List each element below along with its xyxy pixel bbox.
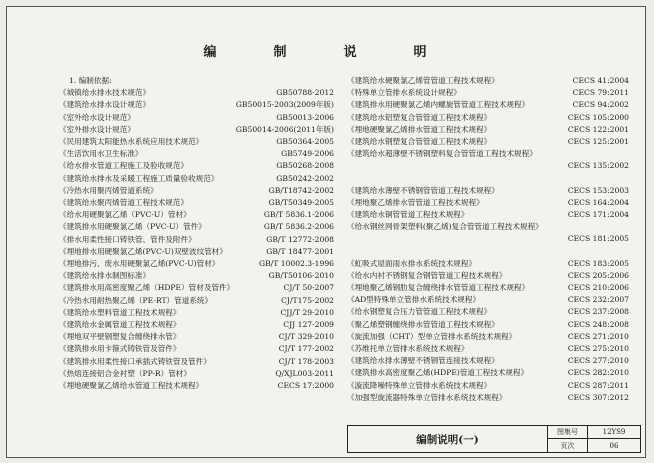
standard-name: 《建筑排水高密度聚乙烯(HDPE)管道工程技术规程》 bbox=[347, 368, 529, 378]
standard-code: CECS 282:2010 bbox=[567, 368, 629, 378]
drawing-sheet bbox=[6, 6, 646, 458]
standard-code: GB50242-2002 bbox=[276, 173, 334, 183]
standard-name: 《冷热水用耐热聚乙烯（PE-RT）管道系统》 bbox=[59, 295, 213, 305]
standard-row bbox=[347, 160, 629, 172]
standard-name: 《热熔连接铝合金衬塑（PP-R）管材》 bbox=[59, 368, 191, 378]
standard-row bbox=[59, 234, 334, 246]
standard-row bbox=[59, 185, 334, 197]
page-number-value: 06 bbox=[609, 441, 619, 450]
standard-name: 《建筑排水用硬聚氯乙烯内螺旋管管道工程技术规程》 bbox=[347, 100, 530, 110]
standard-name: 《生活饮用水卫生标准》 bbox=[59, 149, 143, 159]
page-number-label: 页次 bbox=[548, 439, 588, 452]
standard-name: 《建筑给水超薄壁不锈钢塑料复合管管道工程技术规程》 bbox=[347, 149, 537, 159]
standard-row bbox=[347, 392, 629, 404]
standard-row bbox=[347, 136, 629, 148]
standard-row bbox=[347, 367, 629, 379]
standard-code: CECS 153:2003 bbox=[567, 185, 629, 195]
standard-name: 《建筑排水用卡箍式铸铁管及管件》 bbox=[59, 344, 181, 354]
standard-code: CECS 210:2006 bbox=[567, 283, 629, 293]
title-block-grid bbox=[548, 426, 640, 452]
standard-row bbox=[59, 331, 334, 343]
left-standards-list bbox=[59, 87, 334, 392]
standard-code: Q/XJL003-2011 bbox=[275, 368, 334, 378]
standard-row bbox=[59, 295, 334, 307]
standard-row bbox=[59, 197, 334, 209]
standard-row bbox=[59, 356, 334, 368]
standard-row bbox=[59, 173, 334, 185]
standard-name: 《埋地聚乙烯钢肋复合缠绕排水管管道工程技术规程》 bbox=[347, 283, 530, 293]
standard-name: 《埋地双平壁钢塑复合缠绕排水管》 bbox=[59, 332, 181, 342]
standard-code: CECS 79:2011 bbox=[572, 88, 629, 98]
standard-name: 《给水内衬不锈钢复合钢管管道工程技术规程》 bbox=[347, 270, 507, 280]
standard-row bbox=[347, 99, 629, 111]
standard-name: 《室外排水设计规范》 bbox=[59, 124, 135, 134]
standard-row bbox=[347, 75, 629, 87]
standard-row bbox=[59, 209, 334, 221]
standard-row bbox=[59, 246, 334, 258]
standard-code: CECS 277:2010 bbox=[567, 356, 629, 366]
standard-code: GB50015-2003(2009年版) bbox=[235, 100, 334, 110]
standard-row bbox=[347, 124, 629, 136]
standard-name: 《旋流加强（CHT）型单立管排水系统技术规程》 bbox=[347, 331, 517, 341]
standard-code: GB/T50106-2010 bbox=[268, 271, 334, 281]
standard-row bbox=[59, 160, 334, 172]
standard-name: 《苏维托单立管排水系统技术规程》 bbox=[347, 344, 469, 354]
standard-code: CECS 205:2006 bbox=[567, 270, 629, 280]
standard-name: 《建筑给水排水及采暖工程施工质量验收规范》 bbox=[59, 173, 219, 183]
section-heading: 1. 编制依据: bbox=[69, 76, 112, 85]
standard-code: CECS 164:2004 bbox=[567, 197, 629, 207]
standard-row bbox=[347, 221, 629, 233]
standard-row bbox=[59, 343, 334, 355]
standard-name: 《埋地硬聚氯乙烯给水管道工程技术规程》 bbox=[59, 381, 204, 391]
standard-name: 《埋地聚乙烯排水管管道工程技术规程》 bbox=[347, 197, 484, 207]
standard-row bbox=[59, 221, 334, 233]
standard-code: GB/T 12772-2008 bbox=[266, 234, 334, 244]
standard-code: CECS 183:2005 bbox=[567, 258, 629, 268]
standard-name: 《加强型旋流器特殊单立管排水系统技术规程》 bbox=[347, 392, 507, 402]
standard-code: CJ/T 177-2002 bbox=[278, 344, 334, 354]
standard-code: CECS 135:2002 bbox=[567, 161, 629, 171]
standard-code: CJ/T 178-2003 bbox=[278, 356, 334, 366]
standard-name: 《埋地硬聚氯乙烯排水管道工程技术规程》 bbox=[347, 124, 492, 134]
standard-name: 《建筑给水铜管管道工程技术规程》 bbox=[347, 210, 469, 220]
standard-code: GB/T18742-2002 bbox=[268, 185, 334, 195]
standard-code: CECS 287:2011 bbox=[567, 380, 629, 390]
standard-name: 《建筑排水用硬聚氯乙烯（PVC-U）管件》 bbox=[59, 222, 206, 232]
standard-code: CECS 94:2002 bbox=[572, 100, 629, 110]
standard-code: CECS 122:2001 bbox=[567, 124, 629, 134]
standard-row bbox=[347, 331, 629, 343]
standard-row bbox=[347, 87, 629, 99]
atlas-number-value: 12YS9 bbox=[588, 426, 640, 439]
standard-row bbox=[59, 99, 334, 111]
standard-code: CJ/T175-2002 bbox=[281, 295, 334, 305]
standard-name: 《特殊单立管排水系统设计规程》 bbox=[347, 88, 461, 98]
standard-name: 《建筑给水硬聚氯乙烯管管道工程技术规程》 bbox=[347, 76, 499, 85]
standard-row bbox=[59, 87, 334, 99]
standard-name: 《建筑给水铝塑复合管管道工程技术规程》 bbox=[347, 112, 492, 122]
standard-row bbox=[347, 185, 629, 197]
standard-row bbox=[59, 124, 334, 136]
standard-name: 《漩流降噪特殊单立管排水系统技术规程》 bbox=[347, 380, 492, 390]
standard-name: 《虹吸式屋面雨水排水系统技术规程》 bbox=[347, 258, 477, 268]
standard-row bbox=[59, 136, 334, 148]
standard-code: CECS 17:2000 bbox=[277, 381, 334, 391]
standard-row bbox=[347, 343, 629, 355]
standard-row bbox=[347, 306, 629, 318]
standard-code: GB/T 5836.2-2006 bbox=[263, 222, 334, 232]
standard-name: 《建筑给水聚丙烯管道工程技术规范》 bbox=[59, 198, 189, 208]
standard-row bbox=[59, 380, 334, 392]
right-standards-list bbox=[347, 75, 629, 404]
standard-row bbox=[59, 148, 334, 160]
standard-row bbox=[347, 148, 629, 160]
standard-name: 《建筑给水排水制图标准》 bbox=[59, 271, 151, 281]
standard-row bbox=[347, 112, 629, 124]
standard-code: GB50013-2006 bbox=[276, 112, 334, 122]
standard-code: CECS 105:2000 bbox=[567, 112, 629, 122]
standard-name: 《埋地排水用硬聚氯乙烯(PVC-U)双壁波纹管材》 bbox=[59, 246, 227, 256]
standard-name: 《冷热水用聚丙烯管道系统》 bbox=[59, 185, 158, 195]
spacer bbox=[347, 246, 629, 258]
title-block bbox=[347, 425, 641, 453]
standard-name: 《建筑给水薄壁不锈钢管管道工程技术规程》 bbox=[347, 185, 499, 195]
standard-code: GB50364-2005 bbox=[276, 137, 334, 147]
standard-code: CECS 41:2004 bbox=[572, 76, 629, 85]
atlas-number-label: 图集号 bbox=[548, 426, 588, 439]
standard-name: 《给水钢丝网骨架塑料(聚乙烯)复合管管道工程技术规程》 bbox=[347, 222, 543, 232]
standard-code: GB/T 5836.1-2006 bbox=[263, 210, 334, 220]
standard-name: 《给水钢塑复合压力管管道工程技术规程》 bbox=[347, 307, 492, 317]
standard-code: GB50788-2012 bbox=[276, 88, 334, 98]
standard-row bbox=[347, 270, 629, 282]
title-block-name: 编制说明(一) bbox=[348, 426, 548, 452]
standard-name: 《建筑给水塑料管道工程技术规程》 bbox=[59, 307, 181, 317]
standard-code: GB5749-2006 bbox=[281, 149, 334, 159]
standard-name: 《建筑排水用高密度聚乙烯（HDPE）管材及管件》 bbox=[59, 283, 235, 293]
standard-code: CJ/T 50-2007 bbox=[283, 283, 334, 293]
standard-row bbox=[347, 380, 629, 392]
standard-code: CJ/T 329-2010 bbox=[278, 332, 334, 342]
standard-code: GB/T 10002.3-1996 bbox=[259, 259, 334, 269]
standard-row bbox=[347, 355, 629, 367]
spacer bbox=[347, 173, 629, 185]
standard-name: 《排水用柔性接口铸铁管、管件及附件》 bbox=[59, 234, 196, 244]
standard-row bbox=[347, 197, 629, 209]
standard-row bbox=[59, 112, 334, 124]
standard-code: CECS 237:2008 bbox=[567, 307, 629, 317]
standard-name: 《给水排水管道工程施工及验收规范》 bbox=[59, 161, 189, 171]
standard-code: GB50014-2006(2011年版) bbox=[235, 124, 334, 134]
standard-code: CJJ 127-2009 bbox=[283, 320, 334, 330]
standard-code: CECS 171:2004 bbox=[567, 210, 629, 220]
standard-name: 《民用建筑太阳能热水系统应用技术规范》 bbox=[59, 137, 204, 147]
standard-name: 《给水用硬聚氯乙烯（PVC-U）管材》 bbox=[59, 210, 191, 220]
standard-code: GB50268-2008 bbox=[276, 161, 334, 171]
standard-name: 《建筑给水金属管道工程技术规程》 bbox=[59, 320, 181, 330]
standard-code: CECS 307:2012 bbox=[567, 392, 629, 402]
standard-row bbox=[347, 294, 629, 306]
right-column bbox=[347, 75, 629, 404]
standard-code: CECS 271:2010 bbox=[567, 331, 629, 341]
standard-code: CECS 275:2010 bbox=[567, 344, 629, 354]
standard-name: 《建筑给水排水设计规范》 bbox=[59, 100, 151, 110]
standard-row bbox=[347, 319, 629, 331]
standard-code: CECS 232:2007 bbox=[567, 295, 629, 305]
page-title: 编 制 说 明 bbox=[203, 45, 449, 60]
standard-row bbox=[59, 307, 334, 319]
standard-name: 《室外给水设计规范》 bbox=[59, 112, 135, 122]
standard-name: 《埋地排污、废水用硬聚氯乙烯(PVC-U)管材》 bbox=[59, 259, 220, 269]
standard-name: 《城镇给水排水技术规范》 bbox=[59, 88, 151, 98]
standard-code: CECS 248:2008 bbox=[567, 319, 629, 329]
standard-name: 《建筑给水钢塑复合管管道工程技术规程》 bbox=[347, 137, 492, 147]
standard-name: 《建筑排水用柔性接口承插式铸铁管及管件》 bbox=[59, 356, 211, 366]
standard-row bbox=[59, 258, 334, 270]
standard-name: 《聚乙烯塑钢缠绕排水管管道工程技术规程》 bbox=[347, 319, 499, 329]
standard-row bbox=[59, 282, 334, 294]
standard-name: 《建筑给水排水薄壁不锈钢管连接技术规程》 bbox=[347, 356, 499, 366]
standard-row bbox=[59, 270, 334, 282]
standard-row bbox=[59, 368, 334, 380]
standard-row bbox=[59, 319, 334, 331]
standard-code: CJJ/T 29-2010 bbox=[280, 307, 334, 317]
standard-code: CECS 181:2005 bbox=[567, 234, 629, 244]
standard-name: 《AD型特殊单立管排水系统技术规程》 bbox=[347, 295, 481, 305]
standard-row bbox=[347, 258, 629, 270]
standard-row bbox=[347, 209, 629, 221]
standard-row bbox=[347, 233, 629, 245]
standard-row bbox=[347, 282, 629, 294]
standard-code: CECS 125:2001 bbox=[567, 137, 629, 147]
standard-code: GB/T50349-2005 bbox=[268, 198, 334, 208]
left-column bbox=[59, 75, 334, 392]
standard-code: GB/T 18477-2001 bbox=[266, 246, 334, 256]
